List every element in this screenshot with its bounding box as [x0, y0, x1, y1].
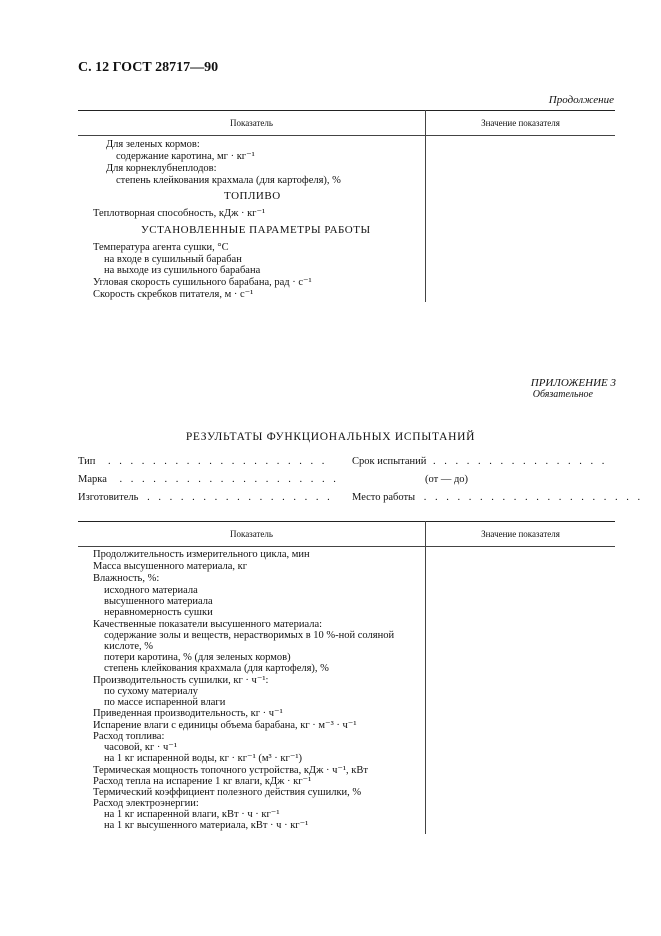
table-row: Скорость скребков питателя, м · с⁻¹ — [93, 289, 254, 300]
section-heading: ТОПЛИВО — [224, 190, 281, 202]
field-maker-label: Изготовитель — [78, 492, 139, 503]
page-header: С. 12 ГОСТ 28717—90 — [78, 60, 219, 75]
table-row: Приведенная производительность, кг · ч⁻¹ — [93, 708, 283, 719]
field-brand-dots: . . . . . . . . . . . . . . . . . . . . — [119, 474, 339, 485]
table-row: высушенного материала — [104, 596, 213, 607]
field-term — [352, 456, 607, 468]
table-2-header-rule — [78, 546, 615, 547]
document-title: РЕЗУЛЬТАТЫ ФУНКЦИОНАЛЬНЫХ ИСПЫТАНИЙ — [185, 431, 476, 443]
table-1-column-divider — [425, 110, 426, 302]
table-1-header-rule — [78, 135, 615, 136]
table-row: по массе испаренной влаги — [104, 697, 226, 708]
table-row: Испарение влаги с единицы объема барабана, кг · м⁻³ · ч⁻¹ — [93, 720, 357, 731]
table-row: Расход тепла на испарение 1 кг влаги, кДж · кг⁻¹ — [93, 776, 312, 787]
table-row: степень клейкования крахмала (для картофеля), % — [116, 175, 341, 186]
field-place-label: Место работы — [352, 492, 416, 503]
table-row: Расход электроэнергии: — [93, 798, 199, 809]
table-row: Качественные показатели высушенного материала: — [93, 619, 323, 630]
field-term-label: Срок испытаний — [352, 456, 427, 467]
table-row: Расход топлива: — [93, 731, 165, 742]
table-row: на выходе из сушильного барабана — [104, 265, 261, 276]
continuation-label: Продолжение — [548, 94, 614, 106]
table-row: на 1 кг испаренной воды, кг · кг⁻¹ (м³ · кг⁻¹) — [104, 753, 303, 764]
field-place-dots: . . . . . . . . . . . . . . . . . . . . — [423, 492, 644, 503]
table-1-col-value: Значение показателя — [481, 118, 560, 128]
table-row: исходного материала — [104, 585, 198, 596]
appendix-sub: Обязательное — [532, 389, 593, 400]
field-maker-dots: . . . . . . . . . . . . . . . . . — [147, 492, 333, 503]
field-type-label: Тип — [78, 456, 96, 467]
table-1-top-rule — [78, 110, 615, 111]
table-row: Для корнеклубнеплодов: — [106, 163, 217, 174]
table-row: на 1 кг испаренной влаги, кВт · ч · кг⁻¹ — [104, 809, 280, 820]
table-row: по сухому материалу — [104, 686, 199, 697]
table-row: потери каротина, % (для зеленых кормов) — [104, 652, 291, 663]
table-2-col-value: Значение показателя — [481, 529, 560, 539]
field-place — [352, 492, 643, 504]
table-row: на входе в сушильный барабан — [104, 254, 242, 265]
table-1-col-indicator: Показатель — [229, 118, 274, 128]
table-2-col-indicator: Показатель — [229, 529, 274, 539]
table-row: на 1 кг высушенного материала, кВт · ч · кг⁻¹ — [104, 820, 309, 831]
table-row: кислоте, % — [104, 641, 153, 652]
table-row: Масса высушенного материала, кг — [93, 561, 248, 572]
table-row: часовой, кг · ч⁻¹ — [104, 742, 177, 753]
table-row: степень клейкования крахмала (для картофеля), % — [104, 663, 329, 674]
field-term-dots: . . . . . . . . . . . . . . . . — [433, 456, 608, 467]
table-row: Термический коэффициент полезного действия сушилки, % — [93, 787, 362, 798]
table-row: содержание каротина, мг · кг⁻¹ — [116, 151, 255, 162]
table-2-top-rule — [78, 521, 615, 522]
table-row: Угловая скорость сушильного барабана, рад · с⁻¹ — [93, 277, 312, 288]
field-maker — [78, 492, 333, 504]
field-term-range: (от — до) — [425, 474, 469, 485]
field-brand — [78, 474, 339, 486]
table-row: Теплотворная способность, кДж · кг⁻¹ — [93, 208, 266, 219]
table-row: Производительность сушилки, кг · ч⁻¹: — [93, 675, 269, 686]
field-brand-label: Марка — [78, 474, 107, 485]
table-row: Продолжительность измерительного цикла, мин — [93, 549, 310, 560]
table-row: Для зеленых кормов: — [106, 139, 200, 150]
table-row: Температура агента сушки, °С — [93, 242, 229, 253]
table-row: содержание золы и веществ, нерастворимых в 10 %-ной соляной — [104, 630, 395, 641]
table-row: Термическая мощность топочного устройства, кДж · ч⁻¹, кВт — [93, 765, 368, 776]
appendix-label: ПРИЛОЖЕНИЕ 3 — [530, 377, 616, 389]
field-type-dots: . . . . . . . . . . . . . . . . . . . . — [108, 456, 328, 467]
table-2-column-divider — [425, 521, 426, 834]
table-row: неравномерность сушки — [104, 607, 213, 618]
section-heading: УСТАНОВЛЕННЫЕ ПАРАМЕТРЫ РАБОТЫ — [141, 224, 371, 236]
field-type — [78, 456, 327, 468]
table-row: Влажность, %: — [93, 573, 160, 584]
